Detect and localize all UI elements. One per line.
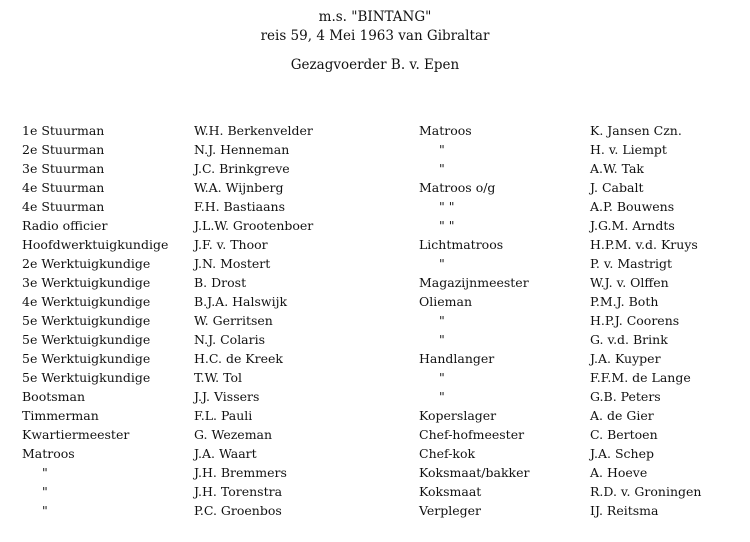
crew-right-rank: Chef-hofmeester — [419, 427, 525, 442]
crew-left-name: B.J.A. Halswijk — [194, 294, 288, 309]
crew-left-name: B. Drost — [194, 275, 247, 290]
crew-right-rank: Chef-kok — [419, 446, 476, 461]
crew-left-rank: 2e Werktuigkundige — [22, 256, 151, 271]
crew-right-rank: " " — [439, 199, 455, 214]
crew-row — [0, 482, 750, 501]
crew-right-name: J.G.M. Arndts — [590, 218, 675, 233]
crew-left-rank: 3e Stuurman — [22, 161, 105, 176]
crew-right-rank: " — [439, 256, 445, 271]
crew-right-rank: " — [439, 332, 445, 347]
crew-right-name: F.F.M. de Lange — [590, 370, 691, 385]
crew-left-name: N.J. Henneman — [194, 142, 290, 157]
crew-left-rank: 4e Werktuigkundige — [22, 294, 151, 309]
crew-row — [0, 349, 750, 368]
crew-right-name: A.W. Tak — [590, 161, 645, 176]
crew-right-name: K. Jansen Czn. — [590, 123, 682, 138]
crew-left-rank: Matroos — [22, 446, 75, 461]
captain-line: Gezagvoerder B. v. Epen — [290, 57, 460, 73]
crew-right-name: P.M.J. Both — [590, 294, 659, 309]
crew-row — [0, 216, 750, 235]
crew-left-name: H.C. de Kreek — [194, 351, 283, 366]
crew-left-rank: Timmerman — [22, 408, 99, 423]
crew-right-name: IJ. Reitsma — [590, 503, 659, 518]
document-header — [0, 8, 750, 75]
crew-right-rank: Matroos — [419, 123, 472, 138]
crew-row — [0, 444, 750, 463]
crew-left-name: J.F. v. Thoor — [194, 237, 268, 252]
crew-left-name: J.N. Mostert — [194, 256, 271, 271]
crew-left-name: T.W. Tol — [194, 370, 242, 385]
crew-left-rank: 2e Stuurman — [22, 142, 105, 157]
crew-left-rank: 5e Werktuigkundige — [22, 351, 151, 366]
crew-row — [0, 406, 750, 425]
crew-left-name: N.J. Colaris — [194, 332, 266, 347]
crew-row — [0, 330, 750, 349]
crew-right-rank: Olieman — [419, 294, 472, 309]
crew-left-rank: Hoofdwerktuigkundige — [22, 237, 169, 252]
crew-left-rank: 5e Werktuigkundige — [22, 313, 151, 328]
crew-row — [0, 254, 750, 273]
crew-right-name: C. Bertoen — [590, 427, 658, 442]
crew-left-rank: " — [42, 503, 48, 518]
crew-row — [0, 387, 750, 406]
crew-right-name: H. v. Liempt — [590, 142, 667, 157]
crew-right-rank: Lichtmatroos — [419, 237, 504, 252]
crew-right-rank: Handlanger — [419, 351, 495, 366]
crew-right-rank: " — [439, 161, 445, 176]
crew-right-rank: Koksmaat/bakker — [419, 465, 530, 480]
crew-right-name: W.J. v. Olffen — [590, 275, 669, 290]
crew-row — [0, 159, 750, 178]
crew-row — [0, 463, 750, 482]
crew-row — [0, 140, 750, 159]
crew-row — [0, 311, 750, 330]
crew-right-name: A.P. Bouwens — [590, 199, 675, 214]
crew-left-name: W. Gerritsen — [194, 313, 273, 328]
crew-row — [0, 368, 750, 387]
crew-left-rank: 4e Stuurman — [22, 199, 105, 214]
voyage-info: reis 59, 4 Mei 1963 van Gibraltar — [260, 28, 490, 44]
crew-right-name: J. Cabalt — [590, 180, 644, 195]
crew-left-rank: Kwartiermeester — [22, 427, 130, 442]
crew-row — [0, 197, 750, 216]
crew-right-rank: Koperslager — [419, 408, 497, 423]
crew-left-name: P.C. Groenbos — [194, 503, 282, 518]
crew-right-rank: " — [439, 370, 445, 385]
crew-left-name: J.J. Vissers — [194, 389, 260, 404]
crew-left-rank: 5e Werktuigkundige — [22, 370, 151, 385]
crew-right-rank: Verpleger — [419, 503, 482, 518]
ship-name: m.s. "BINTANG" — [318, 9, 432, 25]
crew-right-name: G.B. Peters — [590, 389, 661, 404]
crew-right-name: P. v. Mastrigt — [590, 256, 673, 271]
crew-right-name: H.P.M. v.d. Kruys — [590, 237, 698, 252]
crew-left-name: J.A. Waart — [194, 446, 257, 461]
crew-left-rank: " — [42, 484, 48, 499]
crew-right-name: J.A. Kuyper — [590, 351, 661, 366]
crew-right-rank: " — [439, 389, 445, 404]
crew-left-name: J.L.W. Grootenboer — [194, 218, 314, 233]
crew-left-rank: 3e Werktuigkundige — [22, 275, 151, 290]
crew-left-rank: Bootsman — [22, 389, 86, 404]
crew-left-name: F.H. Bastiaans — [194, 199, 285, 214]
crew-row — [0, 501, 750, 520]
crew-right-rank: Matroos o/g — [419, 180, 496, 195]
crew-left-rank: 1e Stuurman — [22, 123, 105, 138]
crew-right-name: A. Hoeve — [590, 465, 648, 480]
crew-right-rank: " " — [439, 218, 455, 233]
crew-left-rank: 4e Stuurman — [22, 180, 105, 195]
crew-row — [0, 121, 750, 140]
crew-right-rank: " — [439, 313, 445, 328]
crew-row — [0, 425, 750, 444]
crew-left-rank: Radio officier — [22, 218, 108, 233]
crew-left-name: F.L. Pauli — [194, 408, 253, 423]
crew-left-name: J.H. Torenstra — [194, 484, 283, 499]
crew-left-name: J.C. Brinkgreve — [194, 161, 290, 176]
crew-right-name: J.A. Schep — [590, 446, 655, 461]
crew-row — [0, 235, 750, 254]
crew-right-rank: Magazijnmeester — [419, 275, 529, 290]
crew-left-name: J.H. Bremmers — [194, 465, 287, 480]
crew-left-name: W.A. Wijnberg — [194, 180, 284, 195]
crew-list — [0, 121, 750, 520]
crew-row — [0, 178, 750, 197]
crew-left-name: G. Wezeman — [194, 427, 273, 442]
crew-row — [0, 273, 750, 292]
crew-left-rank: 5e Werktuigkundige — [22, 332, 151, 347]
crew-right-rank: Koksmaat — [419, 484, 482, 499]
crew-left-rank: " — [42, 465, 48, 480]
crew-right-name: A. de Gier — [590, 408, 654, 423]
crew-right-name: H.P.J. Coorens — [590, 313, 680, 328]
crew-left-name: W.H. Berkenvelder — [194, 123, 313, 138]
crew-right-name: R.D. v. Groningen — [590, 484, 702, 499]
crew-right-rank: " — [439, 142, 445, 157]
crew-right-name: G. v.d. Brink — [590, 332, 668, 347]
crew-row — [0, 292, 750, 311]
